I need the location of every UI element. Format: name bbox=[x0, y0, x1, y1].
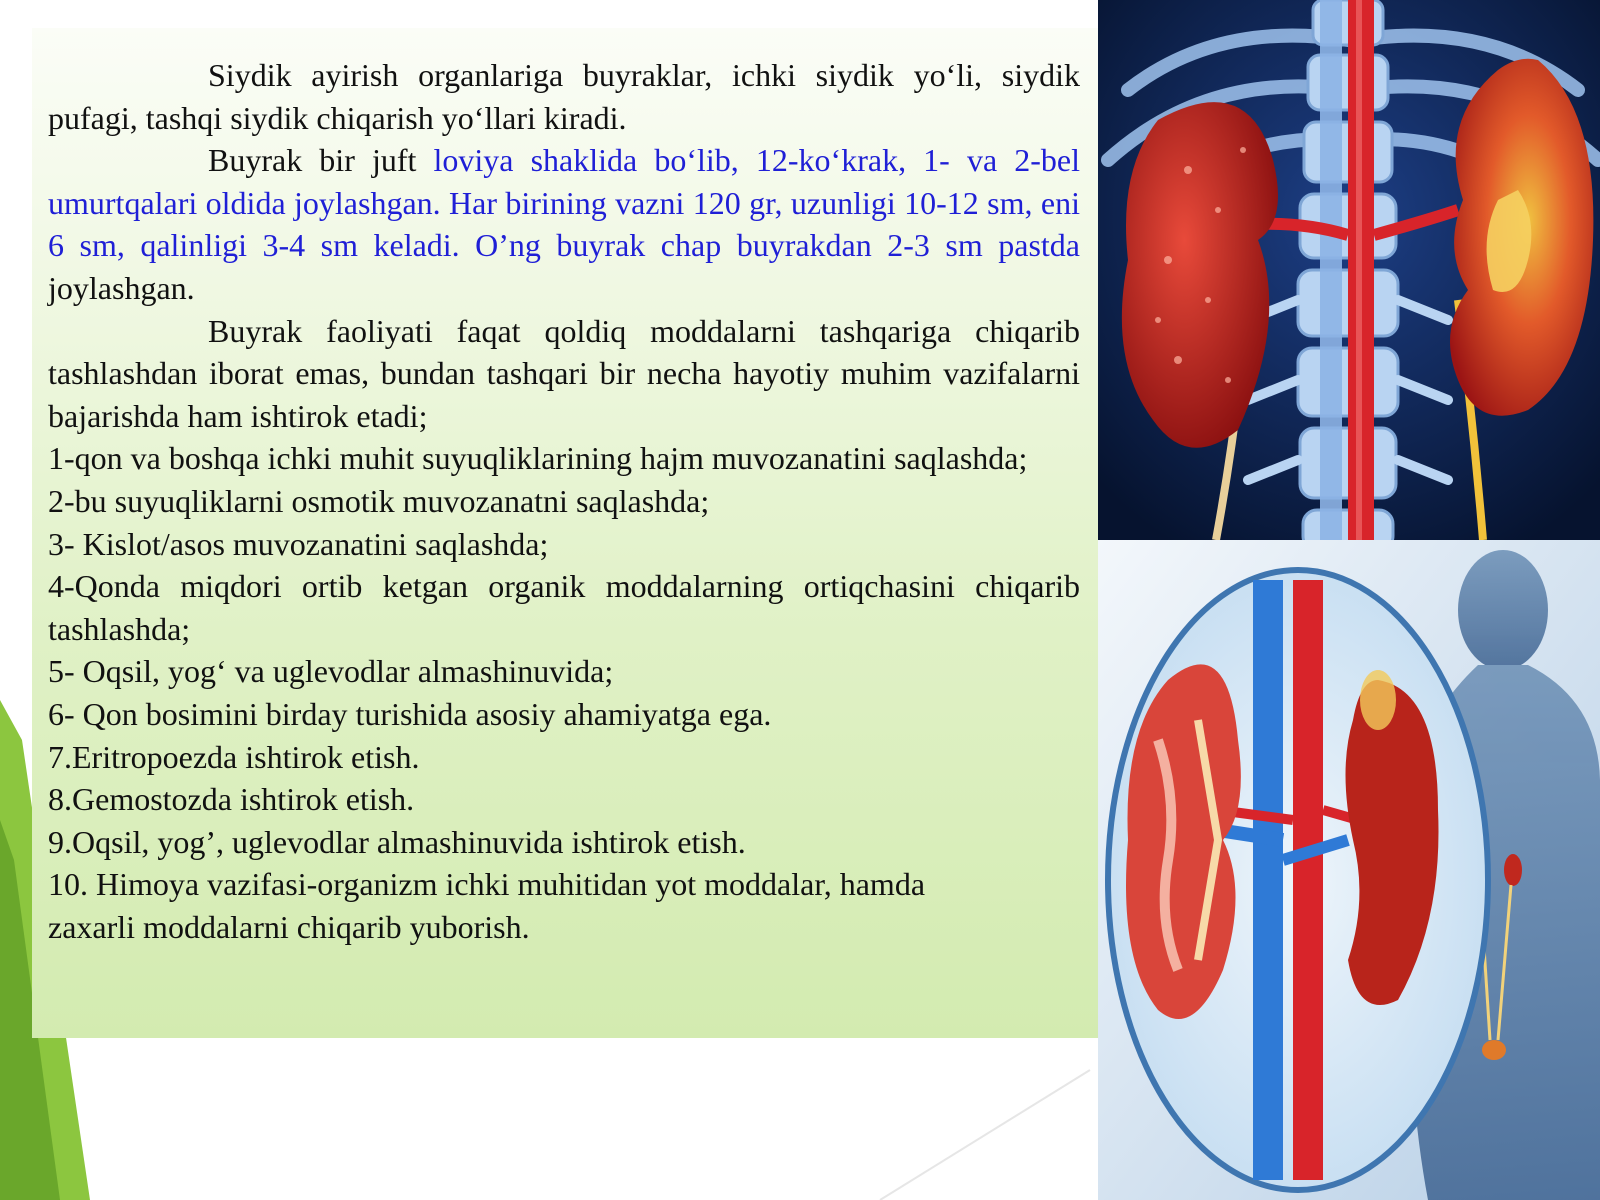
content-text-panel bbox=[32, 28, 1098, 1038]
urinary-system-illustration bbox=[1098, 540, 1600, 1200]
list-item: 2-bu suyuqliklarni osmotik muvozanatni saqlashda; bbox=[48, 482, 710, 519]
paragraph-kidney-functions: Buyrak faoliyati faqat qoldiq moddalarni tashqariga chiqarib tashlashdan iborat emas, bundan tashqari bir necha hayotiy muhim vazifalarni bajarishda ham ishtirok etadi; bbox=[48, 312, 1080, 434]
paragraph-kidney-highlight: loviya shaklida bo‘lib, 12-ko‘krak, 1- va 2-bel umurtqalari oldida joylashgan. Har birining vazni 120 gr, uzunligi 10-12 sm, eni 6 sm, qalinligi 3-4 sm keladi. O’ng buyrak chap buyrakdan 2-3 sm pastda bbox=[48, 142, 1081, 264]
list-item: 10. Himoya vazifasi-organizm ichki muhitidan yot moddalar, hamda zaxarli moddalarni chiqarib yuborish. bbox=[48, 866, 926, 945]
list-item: 9.Oqsil, yog’, uglevodlar almashinuvida ishtirok etish. bbox=[48, 823, 746, 860]
paragraph-kidney-end: joylashgan. bbox=[48, 269, 195, 306]
list-item: 4-Qonda miqdori ortib ketgan organik moddalarning ortiqchasini chiqarib tashlashda; bbox=[48, 568, 1080, 647]
list-item: 5- Oqsil, yog‘ va uglevodlar almashinuvida; bbox=[48, 653, 614, 690]
paragraph-kidney-start: Buyrak bir juft bbox=[208, 142, 434, 179]
paragraph-kidney-description bbox=[48, 139, 1080, 309]
list-item: 7.Eritropoezda ishtirok etish. bbox=[48, 738, 420, 775]
list-item: 6- Qon bosimini birday turishida asosiy ahamiyatga ega. bbox=[48, 695, 772, 732]
paragraph-urinary-organs: Siydik ayirish organlariga buyraklar, ichki siydik yo‘li, siydik pufagi, tashqi siydik chiqarish yo‘llari kiradi. bbox=[48, 57, 1080, 136]
list-item: 8.Gemostozda ishtirok etish. bbox=[48, 781, 415, 818]
list-item: 3- Kislot/asos muvozanatini saqlashda; bbox=[48, 525, 549, 562]
kidneys-anatomy-illustration bbox=[1098, 0, 1600, 540]
list-item: 1-qon va boshqa ichki muhit suyuqliklarining hajm muvozanatini saqlashda; bbox=[48, 440, 1028, 477]
